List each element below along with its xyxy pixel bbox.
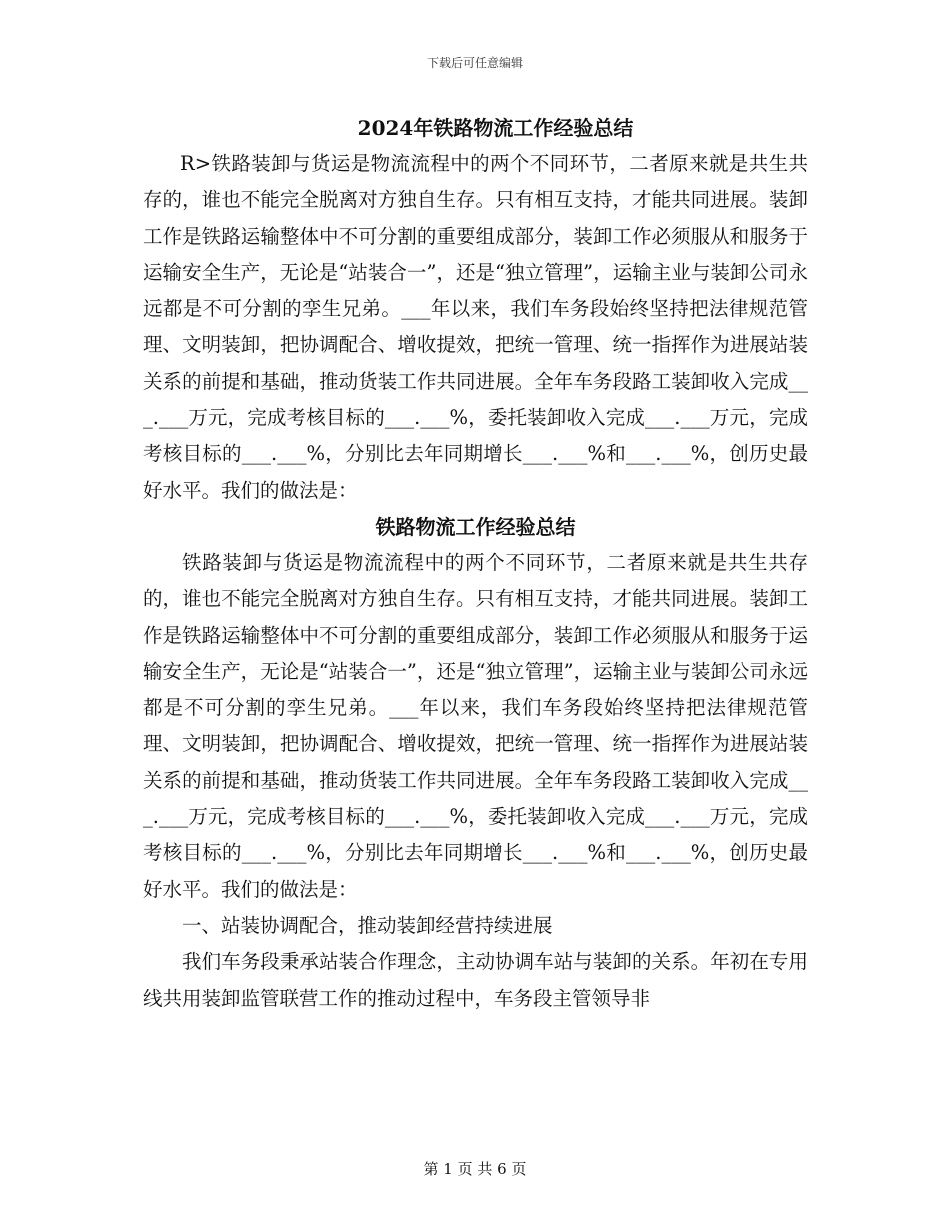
document-subtitle: 铁路物流工作经验总结 [375, 514, 576, 539]
page-number: 第 1 页 共 6 页 [423, 1160, 527, 1178]
intro-paragraph: R>铁路装卸与货运是物流流程中的两个不同环节，二者原来就是共生共存的，谁也不能完全脱离对方独自生存。只有相互支持，才能共同进展。装卸工作是铁路运输整体中不可分割的重要组成部分，装卸工作必须服从和服务于运输安全生产，无论是“站装合一”，还是“独立管理”，运输主业与装卸公司永远都是不可分割的孪生兄弟。___年以来，我们车务段始终坚持把法律规范管理、文明装卸，把协调配合、增收提效，把统一管理、统一指挥作为进展站装关系的前提和基础，推动货装工作共同进展。全年车务段路工装卸收入完成___.___万元，完成考核目标的___.___%，委托装卸收入完成___.___万元，完成考核目标的___.___%，分别比去年同期增长___.___%和___.___%，创历史最好水平。我们的做法是： [143, 152, 808, 502]
section-paragraph: 我们车务段秉承站装合作理念，主动协调车站与装卸的关系。年初在专用线共用装卸监管联营工作的推动过程中，车务段主管领导非 [143, 950, 808, 1010]
header-note: 下载后可任意编辑 [426, 56, 523, 70]
section-heading: 一、站装协调配合，推动装卸经营持续进展 [182, 913, 553, 937]
body-paragraph: 铁路装卸与货运是物流流程中的两个不同环节，二者原来就是共生共存的，谁也不能完全脱离对方独自生存。只有相互支持，才能共同进展。装卸工作是铁路运输整体中不可分割的重要组成部分，装卸工作必须服从和服务于运输安全生产，无论是“站装合一”，还是“独立管理”，运输主业与装卸公司永远都是不可分割的孪生兄弟。___年以来，我们车务段始终坚持把法律规范管理、文明装卸，把协调配合、增收提效，把统一管理、统一指挥作为进展站装关系的前提和基础，推动货装工作共同进展。全年车务段路工装卸收入完成___.___万元，完成考核目标的___.___%，委托装卸收入完成___.___万元，完成考核目标的___.___%，分别比去年同期增长___.___%和___.___%，创历史最好水平。我们的做法是： [143, 550, 808, 901]
document-title: 2024年铁路物流工作经验总结 [357, 116, 634, 140]
document-content [143, 110, 808, 1017]
